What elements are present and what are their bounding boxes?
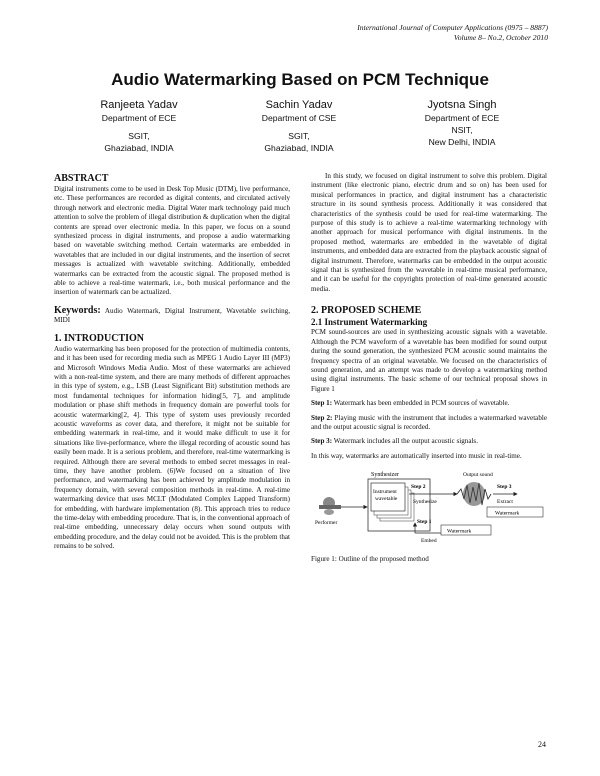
author-name: Sachin Yadav <box>265 99 333 111</box>
paper-title: Audio Watermarking Based on PCM Technique <box>111 70 489 89</box>
author-dept: Department of ECE <box>424 113 500 123</box>
embed-label: Embed <box>421 538 437 545</box>
intro-text: Audio watermarking has been proposed for the protection of multimedia contents, and it has been used for recording media such as MPEG 1 Audio Layer III (MP3) and Microsoft Windows Media Audio. Most of these watermarks are achieved with a non-real-time system, and there are many methods of different approaches in this type of system, e.g., LSB (Least Significant Bit) substitution methods are most fundamental techniques for information hiding[5, 7], and amplitude modulation or phase shift methods in frequency domain are powerful tools for acoustic watermarking[2, 4]. This type of system uses previously recorded acoustic waveforms as cover data, and therefore, it might not be suitable for embedding watermark in real-time, and it would make difficult to use it for situations like live-performance, where the illegal recording of acoustic sound has easily been made. It is a serious problem, and therefore, real-time watermarking is required. Although there are several methods to embed secret messages in real-time, they have another problem. (6)We focused on a situation of live performance, and watermarking has been achieved by amplitude modulation in frequency domain, with several composition methods in real-time. A real-time watermarking device that uses MCLT (Modulated Complex Lapped Transform) for embedding, with hardware implementation (8). This approach tries to reduce the time-delay with embedding procedure. That is, in the conventional approach of real-time embedding, unnecessary delay occurs when sound outputs with embedding procedure, and the delay could not be avoided. This is the problem that remains to be solved. <box>54 344 290 551</box>
performer-icon <box>319 497 341 515</box>
author-city: Ghaziabad, INDIA <box>264 143 334 153</box>
author-name: Jyotsna Singh <box>427 99 497 111</box>
right-column <box>311 172 547 565</box>
proposed-heading: 2. PROPOSED SCHEME <box>311 305 422 317</box>
abstract-heading: ABSTRACT <box>54 173 109 184</box>
step-3 <box>311 437 547 446</box>
synthesize-label: Synthesize <box>413 499 437 506</box>
wavetable-label-1: Instrument <box>373 489 397 496</box>
step-text: Playing music with the instrument that includes a watermarked wavetable and the output acoustic signal is recorded. <box>311 413 547 431</box>
keywords-text: Audio Watermark, Digital Instrument, Wavetable switching, MIDI <box>54 306 290 325</box>
keywords <box>54 306 290 326</box>
watermark-in-label: Watermark <box>447 528 472 535</box>
left-column <box>54 172 290 552</box>
page-number: 24 <box>538 740 546 749</box>
step-text: Watermark has been embedded in PCM sources of wavetable. <box>333 399 510 408</box>
step-label: Step 3: <box>311 437 333 446</box>
author-dept: Department of ECE <box>101 113 177 123</box>
intro-heading: 1. INTRODUCTION <box>54 332 145 344</box>
author-inst: NSIT, <box>451 125 473 135</box>
closing-text: In this way, watermarks are automatically inserted into music in real-time. <box>311 451 522 460</box>
keywords-label: Keywords: <box>54 304 101 316</box>
proposed-subheading: 2.1 Instrument Watermarking <box>311 317 428 328</box>
wavetable-label-2: wavetable <box>375 496 398 503</box>
author-inst: SGIT, <box>288 131 310 141</box>
journal-name: International Journal of Computer Applications (0975 – 8887) <box>357 23 548 32</box>
step-1 <box>311 399 547 408</box>
author-1 <box>54 98 224 154</box>
author-inst: SGIT, <box>128 131 150 141</box>
step-label: Step 2: <box>311 413 333 422</box>
author-city: New Delhi, INDIA <box>428 137 496 147</box>
abstract-text: Digital instruments come to be used in Desk Top Music (DTM), live performance, etc. These performances are recorded as digital contents, and circulated actively through network and electronic media. Digital Water mark technology paid much attention to solve the problem of illegal distribution & duplication when the digital contents are spread over electronic media. In this paper, we focus on a sound synthesized process in digital instruments, and propose a audio watermarking based on wavetable switching method. Certain watermarks are embedded in wavetables that are included in our digital instruments, and the insertion of secret messages is actualized with wavetable switching. Additionally, embedded watermarks can be extracted from the acoustic signal. The proposed method is able to achieve a real-time watermark, i.e., both musical performance and the insertion of watermark can be actualized. <box>54 185 290 297</box>
author-city: Ghaziabad, INDIA <box>104 143 174 153</box>
figure-caption: Figure 1: Outline of the proposed method <box>311 555 429 564</box>
extract-label: Extract <box>497 499 513 506</box>
step-text: Watermark includes all the output acoustic signals. <box>333 437 478 446</box>
waveform-icon <box>457 482 491 506</box>
proposed-text: PCM sound-sources are used in synthesizing acoustic signals with a wavetable. Although the PCM waveform of a wavetable has been modified for sound output during the sound generation, the synthesized PCM acoustic sound maintains the frequency spectra of an original wavetable. We focused on the characteristics of sound generation, and an attempt was made to develop a watermarking method using digital instruments. The basic scheme of our technical proposal shows in Figure 1 <box>311 328 547 393</box>
step-label: Step 1: <box>311 399 333 408</box>
output-sound-label: Output sound <box>463 472 493 479</box>
performer-label: Performer <box>315 520 338 527</box>
journal-volume: Volume 8– No.2, October 2010 <box>453 33 548 42</box>
author-3 <box>377 98 547 148</box>
journal-header <box>357 23 548 43</box>
step3-label: Step 3 <box>497 484 512 491</box>
diagram <box>311 467 547 549</box>
step2-label: Step 2 <box>411 484 426 491</box>
step1-label: Step 1 <box>417 519 432 526</box>
author-dept: Department of CSE <box>261 113 337 123</box>
figure-1 <box>311 467 547 549</box>
step-2 <box>311 414 547 433</box>
watermark-out-label: Watermark <box>495 510 520 517</box>
study-text: In this study, we focused on digital instrument to solve this problem. Digital instrument (like electronic piano, electric drum and so on) has been used for musical performances in practice, and digital instrument has a characteristic structure in its sound synthesis process. Additionally it was considered that characteristics of the synthesis could be used for real-time watermarking. The purpose of this study is to achieve a real-time watermarking technology with another approach for musical performance with digital instruments. In the proposed method, watermarks are embedded in the wavetable of digital instruments, and embedded data are extracted from the playback acoustic signal of digital instrument. Therefore, watermarks can be embedded in the output acoustic signal that is synthesized from the wavetable in real-time musical performance, and it can be useful for the copyrights protection of real-time generated acoustic media. <box>311 172 547 293</box>
author-2 <box>214 98 384 154</box>
synthesizer-label: Synthesizer <box>371 472 399 479</box>
author-name: Ranjeeta Yadav <box>100 99 178 111</box>
